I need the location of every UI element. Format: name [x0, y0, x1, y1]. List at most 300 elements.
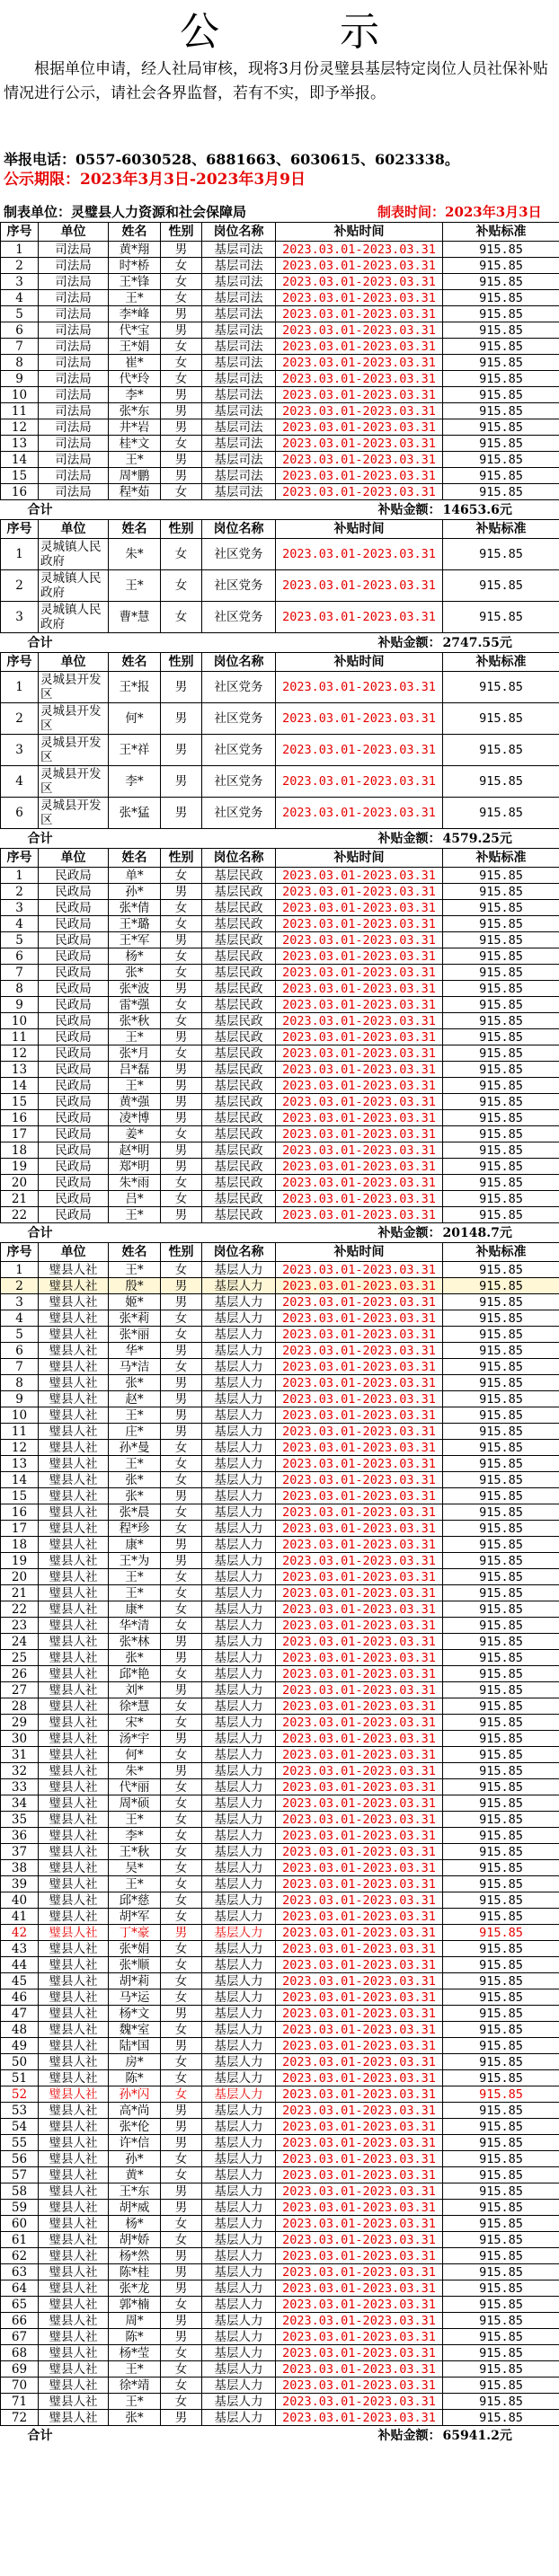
unit-cell: 民政局 [39, 916, 109, 932]
table-row [1, 1828, 559, 1844]
table-row [1, 1537, 559, 1553]
gender-cell: 男 [161, 2313, 202, 2329]
post-cell: 基层人力 [202, 2119, 276, 2135]
name-cell: 张* [109, 2410, 161, 2426]
total-label: 合计 [27, 635, 53, 650]
column-header: 序号 [1, 520, 39, 539]
subsidy-period-cell: 2023.03.01-2023.03.31 [276, 436, 443, 452]
table-row [1, 1407, 559, 1424]
subsidy-amount-cell: 915.85 [443, 1650, 559, 1666]
subsidy-period-cell: 2023.03.01-2023.03.31 [276, 1844, 443, 1860]
gender-cell: 女 [161, 1909, 202, 1925]
subsidy-period-cell: 2023.03.01-2023.03.31 [276, 570, 443, 602]
gender-cell: 男 [161, 884, 202, 900]
unit-cell: 司法局 [39, 452, 109, 468]
post-cell: 基层司法 [202, 387, 276, 403]
unit-cell: 璧县人社 [39, 1941, 109, 1957]
unit-cell: 璧县人社 [39, 1909, 109, 1925]
subsidy-amount-cell: 915.85 [443, 2038, 559, 2054]
subsidy-period-cell: 2023.03.01-2023.03.31 [276, 1440, 443, 1456]
table-row [1, 371, 559, 387]
subsidy-amount-cell: 915.85 [443, 1521, 559, 1537]
table-row [1, 419, 559, 436]
gender-cell: 男 [161, 1094, 202, 1110]
name-cell: 胡*军 [109, 1909, 161, 1925]
subsidy-period-cell: 2023.03.01-2023.03.31 [276, 2200, 443, 2216]
seq-cell: 13 [1, 436, 39, 452]
table-row [1, 1294, 559, 1310]
subsidy-period-cell: 2023.03.01-2023.03.31 [276, 1359, 443, 1375]
subsidy-period-cell: 2023.03.01-2023.03.31 [276, 2135, 443, 2151]
gender-cell: 男 [161, 1029, 202, 1045]
name-cell: 王*报 [109, 672, 161, 703]
gender-cell: 男 [161, 1142, 202, 1159]
table-row [1, 1175, 559, 1191]
name-cell: 王* [109, 2394, 161, 2410]
post-cell: 基层人力 [202, 1844, 276, 1860]
subsidy-period-cell: 2023.03.01-2023.03.31 [276, 290, 443, 306]
gender-cell: 男 [161, 387, 202, 403]
subsidy-amount-cell: 915.85 [443, 2086, 559, 2103]
unit-cell: 璧县人社 [39, 1715, 109, 1731]
gender-cell: 男 [161, 2119, 202, 2135]
gender-cell: 男 [161, 1110, 202, 1126]
name-cell: 王* [109, 570, 161, 602]
gender-cell: 男 [161, 2103, 202, 2119]
seq-cell: 19 [1, 1159, 39, 1175]
subsidy-amount-cell: 915.85 [443, 766, 559, 798]
gender-cell: 女 [161, 1521, 202, 1537]
post-cell: 基层人力 [202, 1747, 276, 1763]
gender-cell: 女 [161, 1876, 202, 1892]
gender-cell: 女 [161, 948, 202, 965]
name-cell: 王* [109, 1876, 161, 1892]
subsidy-amount-cell: 915.85 [443, 1618, 559, 1634]
unit-cell: 璧县人社 [39, 1521, 109, 1537]
post-cell: 基层民政 [202, 1110, 276, 1126]
seq-cell: 32 [1, 1763, 39, 1779]
post-cell: 基层民政 [202, 1062, 276, 1078]
subsidy-amount-cell: 915.85 [443, 1763, 559, 1779]
table-row [1, 703, 559, 735]
post-cell: 基层人力 [202, 1779, 276, 1795]
subsidy-amount-cell: 915.85 [443, 322, 559, 339]
unit-cell: 灵城县开发区 [39, 703, 109, 735]
unit-cell: 灵城县开发区 [39, 766, 109, 798]
subsidy-period-cell: 2023.03.01-2023.03.31 [276, 1175, 443, 1191]
subsidy-amount-cell: 915.85 [443, 2135, 559, 2151]
name-cell: 张*猛 [109, 798, 161, 829]
subsidy-period-cell: 2023.03.01-2023.03.31 [276, 672, 443, 703]
column-header: 序号 [1, 653, 39, 672]
subsidy-period-cell: 2023.03.01-2023.03.31 [276, 484, 443, 500]
gender-cell: 女 [161, 1359, 202, 1375]
gender-cell: 女 [161, 868, 202, 884]
name-cell: 张* [109, 1488, 161, 1504]
post-cell: 基层人力 [202, 1472, 276, 1488]
post-cell: 基层司法 [202, 355, 276, 371]
post-cell: 基层人力 [202, 1521, 276, 1537]
table-header-row [1, 223, 559, 242]
post-cell: 基层人力 [202, 1504, 276, 1521]
unit-cell: 璧县人社 [39, 1844, 109, 1860]
subsidy-amount-cell: 915.85 [443, 798, 559, 829]
subsidy-period-cell: 2023.03.01-2023.03.31 [276, 1488, 443, 1504]
subsidy-amount-cell: 915.85 [443, 2280, 559, 2297]
post-cell: 基层人力 [202, 1941, 276, 1957]
subsidy-amount-cell: 915.85 [443, 1488, 559, 1504]
gender-cell: 男 [161, 1278, 202, 1294]
gender-cell: 女 [161, 1715, 202, 1731]
name-cell: 黄* [109, 2167, 161, 2183]
table-row [1, 900, 559, 916]
gender-cell: 男 [161, 1407, 202, 1424]
name-cell: 凌*博 [109, 1110, 161, 1126]
table-row [1, 2216, 559, 2232]
name-cell: 张*波 [109, 981, 161, 997]
subsidy-period-cell: 2023.03.01-2023.03.31 [276, 1585, 443, 1601]
subsidy-period-cell: 2023.03.01-2023.03.31 [276, 1424, 443, 1440]
post-cell: 基层人力 [202, 2394, 276, 2410]
post-cell: 基层民政 [202, 965, 276, 981]
column-header: 姓名 [109, 1243, 161, 1262]
table-row [1, 1078, 559, 1094]
table-row [1, 2378, 559, 2394]
section-total-row [1, 829, 559, 849]
gender-cell: 女 [161, 2054, 202, 2070]
subsidy-amount-cell: 915.85 [443, 1278, 559, 1294]
total-prefix: 补贴金额： [377, 1225, 441, 1240]
unit-cell: 璧县人社 [39, 1424, 109, 1440]
post-cell: 基层人力 [202, 2070, 276, 2086]
name-cell: 周* [109, 2313, 161, 2329]
subsidy-amount-cell: 915.85 [443, 1812, 559, 1828]
unit-cell: 璧县人社 [39, 1957, 109, 1973]
column-header: 序号 [1, 223, 39, 242]
subsidy-period-cell: 2023.03.01-2023.03.31 [276, 258, 443, 274]
gender-cell: 女 [161, 1698, 202, 1715]
subsidy-table [0, 222, 559, 2445]
seq-cell: 9 [1, 997, 39, 1013]
gender-cell: 男 [161, 1650, 202, 1666]
seq-cell: 7 [1, 1359, 39, 1375]
name-cell: 王* [109, 1407, 161, 1424]
subsidy-period-cell: 2023.03.01-2023.03.31 [276, 306, 443, 322]
column-header: 性别 [161, 653, 202, 672]
unit-cell: 民政局 [39, 1062, 109, 1078]
subsidy-table-body [1, 223, 559, 2446]
subsidy-amount-cell: 915.85 [443, 1844, 559, 1860]
table-row [1, 1207, 559, 1223]
name-cell: 姬* [109, 1294, 161, 1310]
seq-cell: 69 [1, 2361, 39, 2378]
seq-cell: 53 [1, 2103, 39, 2119]
name-cell: 张*秋 [109, 1013, 161, 1029]
name-cell: 庄* [109, 1424, 161, 1440]
table-row [1, 997, 559, 1013]
subsidy-amount-cell: 915.85 [443, 1731, 559, 1747]
name-cell: 王* [109, 1585, 161, 1601]
seq-cell: 37 [1, 1844, 39, 1860]
total-amount: 14653.6元 [442, 502, 512, 517]
unit-cell: 璧县人社 [39, 1876, 109, 1892]
total-spacer [161, 2426, 276, 2446]
unit-cell: 璧县人社 [39, 1779, 109, 1795]
subsidy-period-cell: 2023.03.01-2023.03.31 [276, 2410, 443, 2426]
unit-cell: 璧县人社 [39, 1618, 109, 1634]
table-row [1, 868, 559, 884]
seq-cell: 62 [1, 2248, 39, 2264]
seq-cell: 2 [1, 703, 39, 735]
post-cell: 基层司法 [202, 403, 276, 419]
subsidy-period-cell: 2023.03.01-2023.03.31 [276, 1828, 443, 1844]
subsidy-period-cell: 2023.03.01-2023.03.31 [276, 798, 443, 829]
subsidy-period-cell: 2023.03.01-2023.03.31 [276, 452, 443, 468]
gender-cell: 女 [161, 1828, 202, 1844]
post-cell: 基层人力 [202, 1278, 276, 1294]
subsidy-amount-cell: 915.85 [443, 1909, 559, 1925]
subsidy-period-cell: 2023.03.01-2023.03.31 [276, 1795, 443, 1812]
unit-cell: 司法局 [39, 322, 109, 339]
subsidy-amount-cell: 915.85 [443, 387, 559, 403]
table-row [1, 2345, 559, 2361]
unit-cell: 璧县人社 [39, 1504, 109, 1521]
subsidy-amount-cell: 915.85 [443, 1343, 559, 1359]
seq-cell: 5 [1, 932, 39, 948]
gender-cell: 女 [161, 1989, 202, 2006]
unit-cell: 璧县人社 [39, 1262, 109, 1278]
gender-cell: 女 [161, 1892, 202, 1909]
name-cell: 陆*国 [109, 2038, 161, 2054]
seq-cell: 2 [1, 570, 39, 602]
total-label: 合计 [27, 2428, 53, 2443]
total-label: 合计 [27, 502, 53, 517]
unit-cell: 璧县人社 [39, 2378, 109, 2394]
post-cell: 基层民政 [202, 1191, 276, 1207]
seq-cell: 15 [1, 468, 39, 484]
name-cell: 朱* [109, 539, 161, 570]
seq-cell: 4 [1, 290, 39, 306]
unit-cell: 璧县人社 [39, 1472, 109, 1488]
subsidy-period-cell: 2023.03.01-2023.03.31 [276, 1537, 443, 1553]
total-amount: 65941.2元 [442, 2428, 512, 2443]
subsidy-amount-cell: 915.85 [443, 1062, 559, 1078]
gender-cell: 男 [161, 798, 202, 829]
maker-time: 制表时间：2023年3月3日 [377, 204, 542, 220]
subsidy-amount-cell: 915.85 [443, 1110, 559, 1126]
subsidy-amount-cell: 915.85 [443, 948, 559, 965]
seq-cell: 56 [1, 2151, 39, 2167]
seq-cell: 8 [1, 355, 39, 371]
name-cell: 曹*慧 [109, 602, 161, 633]
section-total-row [1, 500, 559, 520]
subsidy-amount-cell: 915.85 [443, 403, 559, 419]
name-cell: 宋* [109, 1715, 161, 1731]
post-cell: 基层人力 [202, 1763, 276, 1779]
gender-cell: 女 [161, 339, 202, 355]
table-row [1, 2006, 559, 2022]
unit-cell: 灵城镇人民政府 [39, 539, 109, 570]
unit-cell: 民政局 [39, 1191, 109, 1207]
unit-cell: 司法局 [39, 258, 109, 274]
name-cell: 代*宝 [109, 322, 161, 339]
table-row [1, 1327, 559, 1343]
subsidy-period-cell: 2023.03.01-2023.03.31 [276, 2086, 443, 2103]
subsidy-amount-cell: 915.85 [443, 1537, 559, 1553]
seq-cell: 10 [1, 1407, 39, 1424]
unit-cell: 司法局 [39, 403, 109, 419]
subsidy-amount-cell: 915.85 [443, 1634, 559, 1650]
gender-cell: 男 [161, 1731, 202, 1747]
subsidy-period-cell: 2023.03.01-2023.03.31 [276, 1682, 443, 1698]
post-cell: 基层司法 [202, 290, 276, 306]
subsidy-amount-cell: 915.85 [443, 1666, 559, 1682]
gender-cell: 女 [161, 2378, 202, 2394]
column-header: 单位 [39, 223, 109, 242]
subsidy-period-cell: 2023.03.01-2023.03.31 [276, 1698, 443, 1715]
subsidy-amount-cell: 915.85 [443, 703, 559, 735]
seq-cell: 1 [1, 672, 39, 703]
gender-cell: 男 [161, 452, 202, 468]
name-cell: 华* [109, 1343, 161, 1359]
gender-cell: 女 [161, 1666, 202, 1682]
post-cell: 基层司法 [202, 306, 276, 322]
name-cell: 马*洁 [109, 1359, 161, 1375]
table-row [1, 948, 559, 965]
gender-cell: 女 [161, 1795, 202, 1812]
table-row [1, 981, 559, 997]
gender-cell: 男 [161, 1553, 202, 1569]
name-cell: 周*硕 [109, 1795, 161, 1812]
gender-cell: 女 [161, 258, 202, 274]
table-row [1, 1488, 559, 1504]
section-total-row [1, 633, 559, 653]
total-prefix: 补贴金额： [377, 635, 441, 650]
table-row [1, 1779, 559, 1795]
table-row [1, 1062, 559, 1078]
seq-cell: 14 [1, 1078, 39, 1094]
subsidy-amount-cell: 915.85 [443, 2054, 559, 2070]
subsidy-period-cell: 2023.03.01-2023.03.31 [276, 1343, 443, 1359]
post-cell: 基层人力 [202, 2054, 276, 2070]
subsidy-amount-cell: 915.85 [443, 436, 559, 452]
unit-cell: 璧县人社 [39, 2135, 109, 2151]
table-row [1, 1876, 559, 1892]
post-cell: 基层人力 [202, 2280, 276, 2297]
unit-cell: 民政局 [39, 997, 109, 1013]
subsidy-amount-cell: 915.85 [443, 1391, 559, 1407]
gender-cell: 女 [161, 2022, 202, 2038]
subsidy-amount-cell: 915.85 [443, 2264, 559, 2280]
unit-cell: 璧县人社 [39, 1973, 109, 1989]
column-header: 补贴标准 [443, 223, 559, 242]
name-cell: 张*丽 [109, 1327, 161, 1343]
unit-cell: 璧县人社 [39, 1828, 109, 1844]
column-header: 单位 [39, 1243, 109, 1262]
seq-cell: 65 [1, 2297, 39, 2313]
unit-cell: 璧县人社 [39, 1456, 109, 1472]
name-cell: 井*岩 [109, 419, 161, 436]
column-header: 补贴标准 [443, 1243, 559, 1262]
unit-cell: 民政局 [39, 884, 109, 900]
table-row [1, 2232, 559, 2248]
unit-cell: 璧县人社 [39, 1327, 109, 1343]
subsidy-amount-cell: 915.85 [443, 2410, 559, 2426]
gender-cell: 男 [161, 1682, 202, 1698]
name-cell: 高*尚 [109, 2103, 161, 2119]
post-cell: 社区党务 [202, 672, 276, 703]
post-cell: 基层民政 [202, 1207, 276, 1223]
table-row [1, 1504, 559, 1521]
gender-cell: 男 [161, 322, 202, 339]
subsidy-period-cell: 2023.03.01-2023.03.31 [276, 965, 443, 981]
unit-cell: 民政局 [39, 1126, 109, 1142]
subsidy-period-cell: 2023.03.01-2023.03.31 [276, 2329, 443, 2345]
name-cell: 张*顺 [109, 1957, 161, 1973]
name-cell: 郑*明 [109, 1159, 161, 1175]
subsidy-period-cell: 2023.03.01-2023.03.31 [276, 1110, 443, 1126]
subsidy-amount-cell: 915.85 [443, 1191, 559, 1207]
post-cell: 基层人力 [202, 2022, 276, 2038]
post-cell: 基层人力 [202, 2248, 276, 2264]
gender-cell: 女 [161, 371, 202, 387]
seq-cell: 47 [1, 2006, 39, 2022]
table-row [1, 1909, 559, 1925]
unit-cell: 司法局 [39, 371, 109, 387]
table-row [1, 2086, 559, 2103]
unit-cell: 民政局 [39, 900, 109, 916]
subsidy-amount-cell: 915.85 [443, 1860, 559, 1876]
unit-cell: 民政局 [39, 868, 109, 884]
name-cell: 王*秋 [109, 1844, 161, 1860]
name-cell: 代*丽 [109, 1779, 161, 1795]
seq-cell: 12 [1, 1045, 39, 1062]
subsidy-period-cell: 2023.03.01-2023.03.31 [276, 1763, 443, 1779]
subsidy-amount-cell: 915.85 [443, 2378, 559, 2394]
column-header: 补贴标准 [443, 849, 559, 868]
post-cell: 基层人力 [202, 1989, 276, 2006]
gender-cell: 男 [161, 1207, 202, 1223]
subsidy-amount-cell: 915.85 [443, 1779, 559, 1795]
seq-cell: 23 [1, 1618, 39, 1634]
gender-cell: 女 [161, 1327, 202, 1343]
name-cell: 王* [109, 452, 161, 468]
subsidy-amount-cell: 915.85 [443, 2297, 559, 2313]
seq-cell: 16 [1, 1110, 39, 1126]
table-row [1, 570, 559, 602]
subsidy-period-cell: 2023.03.01-2023.03.31 [276, 2022, 443, 2038]
post-cell: 基层人力 [202, 1909, 276, 1925]
seq-cell: 55 [1, 2135, 39, 2151]
seq-cell: 12 [1, 419, 39, 436]
name-cell: 陈* [109, 2329, 161, 2345]
name-cell: 黄*强 [109, 1094, 161, 1110]
subsidy-period-cell: 2023.03.01-2023.03.31 [276, 1126, 443, 1142]
name-cell: 王*娟 [109, 339, 161, 355]
table-row [1, 539, 559, 570]
subsidy-amount-cell: 915.85 [443, 965, 559, 981]
subsidy-period-cell: 2023.03.01-2023.03.31 [276, 539, 443, 570]
post-cell: 基层司法 [202, 468, 276, 484]
post-cell: 基层人力 [202, 1682, 276, 1698]
table-row [1, 1553, 559, 1569]
subsidy-amount-cell: 915.85 [443, 981, 559, 997]
table-row [1, 1698, 559, 1715]
unit-cell: 民政局 [39, 932, 109, 948]
gender-cell: 女 [161, 916, 202, 932]
subsidy-period-cell: 2023.03.01-2023.03.31 [276, 2103, 443, 2119]
name-cell: 郭*楠 [109, 2297, 161, 2313]
